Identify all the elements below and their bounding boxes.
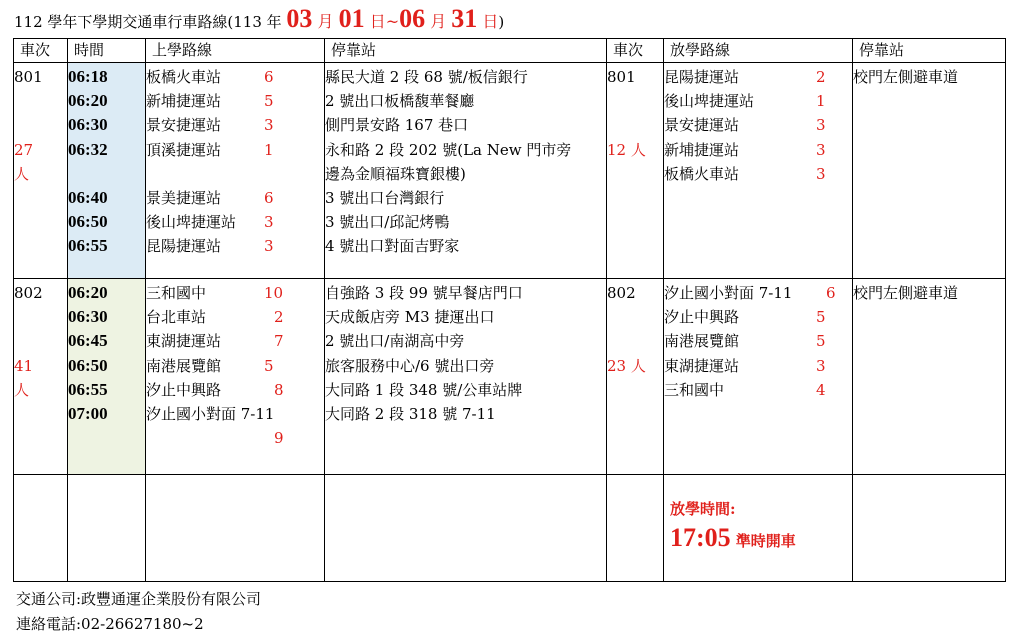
return-stop: 校門左側避車道 bbox=[853, 284, 959, 302]
route-count: 3 bbox=[264, 116, 274, 135]
return-station: 南港展覽館 bbox=[664, 332, 740, 351]
title-end-day: 31 bbox=[451, 4, 478, 33]
time-cell bbox=[68, 279, 146, 475]
return-bus-cell bbox=[607, 63, 664, 279]
bus-number: 801 bbox=[14, 68, 43, 86]
title-unit-day-2: 日 bbox=[477, 12, 499, 31]
time-value: 06:40 bbox=[68, 187, 108, 207]
route-station: 板橋火車站 bbox=[146, 68, 222, 86]
stops-cell bbox=[325, 63, 607, 279]
table-row bbox=[14, 279, 1006, 475]
return-route-cell bbox=[664, 63, 853, 279]
route-station: 南港展覽館 bbox=[146, 356, 222, 375]
return-count: 3 bbox=[816, 356, 826, 375]
route-station: 東湖捷運站 bbox=[146, 332, 222, 351]
route-count: 5 bbox=[264, 356, 274, 375]
header-route: 上學路線 bbox=[146, 39, 325, 63]
route-count: 3 bbox=[264, 213, 274, 232]
stop-item: 3 號出口台灣銀行 bbox=[325, 188, 445, 207]
route-cell bbox=[146, 279, 325, 475]
time-value: 06:32 bbox=[68, 139, 108, 159]
stop-item: 縣民大道 2 段 68 號/板信銀行 bbox=[325, 68, 528, 86]
bus-number: 802 bbox=[14, 284, 43, 302]
departure-label: 放學時間: bbox=[670, 500, 736, 518]
return-stop-cell bbox=[853, 279, 1006, 475]
bus-cell bbox=[14, 279, 68, 475]
title-start-month: 03 bbox=[286, 4, 313, 33]
return-station: 東湖捷運站 bbox=[664, 356, 740, 375]
return-stop-cell bbox=[853, 63, 1006, 279]
route-station: 後山埤捷運站 bbox=[146, 213, 237, 232]
time-value: 07:00 bbox=[68, 403, 108, 423]
title-prefix: 112 學年下學期交通車行車路線(113 年 bbox=[14, 13, 287, 31]
empty-cell bbox=[146, 475, 325, 582]
header-return-stops: 停靠站 bbox=[853, 39, 1006, 63]
stop-item: 旅客服務中心/6 號出口旁 bbox=[325, 356, 495, 375]
header-return-bus: 車次 bbox=[607, 39, 664, 63]
time-value: 06:30 bbox=[68, 307, 108, 327]
return-count: 4 bbox=[816, 380, 826, 399]
return-count: 3 bbox=[816, 164, 826, 183]
time-value: 06:30 bbox=[68, 115, 108, 135]
return-count: 5 bbox=[816, 308, 826, 327]
riders-unit: 人 bbox=[14, 164, 30, 183]
stop-item: 4 號出口對面吉野家 bbox=[325, 237, 460, 256]
schedule-table bbox=[13, 38, 1006, 582]
route-station: 新埔捷運站 bbox=[146, 92, 222, 111]
stop-item: 大同路 1 段 348 號/公車站牌 bbox=[325, 380, 523, 399]
table-row bbox=[14, 475, 1006, 582]
bus-cell bbox=[14, 63, 68, 279]
return-station: 汐止中興路 bbox=[664, 308, 740, 327]
time-value: 06:20 bbox=[68, 91, 108, 111]
route-count: 9 bbox=[274, 428, 284, 447]
empty-cell bbox=[68, 475, 146, 582]
route-station: 昆陽捷運站 bbox=[146, 237, 222, 256]
return-station: 三和國中 bbox=[664, 380, 725, 399]
return-station: 昆陽捷運站 bbox=[664, 68, 740, 86]
time-value: 06:55 bbox=[68, 379, 108, 399]
route-count: 8 bbox=[274, 380, 284, 399]
return-count: 2 bbox=[816, 68, 826, 86]
empty-cell bbox=[325, 475, 607, 582]
time-cell bbox=[68, 63, 146, 279]
empty-cell bbox=[14, 475, 68, 582]
return-count: 3 bbox=[816, 116, 826, 135]
page-title bbox=[14, 4, 504, 34]
riders-unit: 人 bbox=[14, 380, 30, 399]
return-station: 新埔捷運站 bbox=[664, 140, 740, 159]
route-cell bbox=[146, 63, 325, 279]
return-station: 景安捷運站 bbox=[664, 116, 740, 135]
return-bus-number: 801 bbox=[607, 68, 636, 86]
return-riders: 23 人 bbox=[607, 356, 646, 375]
title-end-month: 06 bbox=[399, 4, 426, 33]
return-count: 3 bbox=[816, 140, 826, 159]
stop-item: 自強路 3 段 99 號早餐店門口 bbox=[325, 284, 523, 302]
time-value: 06:20 bbox=[68, 283, 108, 302]
route-station: 汐止中興路 bbox=[146, 380, 222, 399]
title-unit-month-2: 月 bbox=[425, 12, 452, 31]
stop-item: 大同路 2 段 318 號 7-11 bbox=[325, 404, 496, 423]
riders-count: 41 bbox=[14, 356, 34, 375]
empty-cell bbox=[607, 475, 664, 582]
route-count: 2 bbox=[274, 308, 284, 327]
return-station: 板橋火車站 bbox=[664, 164, 740, 183]
route-count: 3 bbox=[264, 237, 274, 256]
time-value bbox=[68, 162, 145, 186]
header-time: 時間 bbox=[68, 39, 146, 63]
return-count: 1 bbox=[816, 92, 826, 111]
time-value: 06:45 bbox=[68, 331, 108, 351]
return-stop: 校門左側避車道 bbox=[853, 68, 959, 86]
header-bus: 車次 bbox=[14, 39, 68, 63]
time-value: 06:50 bbox=[68, 355, 108, 375]
departure-note: 準時開車 bbox=[735, 532, 796, 550]
stop-item: 天成飯店旁 M3 捷運出口 bbox=[325, 308, 495, 327]
empty-cell bbox=[853, 475, 1006, 582]
title-suffix: ) bbox=[498, 13, 505, 31]
stop-item: 3 號出口/邱記烤鴨 bbox=[325, 213, 450, 232]
time-value: 06:50 bbox=[68, 212, 108, 232]
route-count: 6 bbox=[264, 68, 274, 86]
return-bus-cell bbox=[607, 279, 664, 475]
return-riders: 12 人 bbox=[607, 140, 646, 159]
footer-phone: 連絡電話:02-26627180~2 bbox=[16, 615, 204, 633]
return-count: 6 bbox=[826, 284, 836, 302]
route-count: 6 bbox=[264, 188, 274, 207]
header-stops: 停靠站 bbox=[325, 39, 607, 63]
return-count: 5 bbox=[816, 332, 826, 351]
return-station: 汐止國小對面 7-11 bbox=[664, 284, 793, 302]
stop-item: 永和路 2 段 202 號(La New 門市旁邊為金順福珠寶銀樓) bbox=[325, 140, 572, 183]
route-count: 7 bbox=[274, 332, 284, 351]
return-station: 後山埤捷運站 bbox=[664, 92, 755, 111]
return-bus-number: 802 bbox=[607, 284, 636, 302]
stop-item: 2 號出口/南湖高中旁 bbox=[325, 332, 465, 351]
table-row bbox=[14, 63, 1006, 279]
route-station: 台北車站 bbox=[146, 308, 207, 327]
title-start-day: 01 bbox=[338, 4, 365, 33]
header-return-route: 放學路線 bbox=[664, 39, 853, 63]
route-count: 5 bbox=[264, 92, 274, 111]
time-value: 06:55 bbox=[68, 236, 108, 256]
route-station: 三和國中 bbox=[146, 284, 207, 302]
route-count: 10 bbox=[264, 284, 284, 302]
riders-count: 27 bbox=[14, 140, 34, 159]
header-row bbox=[14, 39, 1006, 63]
route-station: 景安捷運站 bbox=[146, 116, 222, 135]
stop-item: 側門景安路 167 巷口 bbox=[325, 116, 469, 135]
title-unit-day: 日~ bbox=[364, 12, 400, 31]
stop-item: 2 號出口板橋馥華餐廳 bbox=[325, 92, 475, 111]
route-station: 景美捷運站 bbox=[146, 188, 222, 207]
route-station: 頂溪捷運站 bbox=[146, 140, 222, 159]
return-route-cell bbox=[664, 279, 853, 475]
departure-block bbox=[670, 498, 796, 553]
time-value: 06:18 bbox=[68, 67, 108, 86]
title-unit-month: 月 bbox=[312, 12, 339, 31]
stops-cell bbox=[325, 279, 607, 475]
departure-time: 17:05 bbox=[670, 523, 731, 552]
route-count: 1 bbox=[264, 140, 274, 159]
route-station: 汐止國小對面 7-11 bbox=[146, 404, 275, 423]
footer-company: 交通公司:政豐通運企業股份有限公司 bbox=[16, 590, 262, 608]
